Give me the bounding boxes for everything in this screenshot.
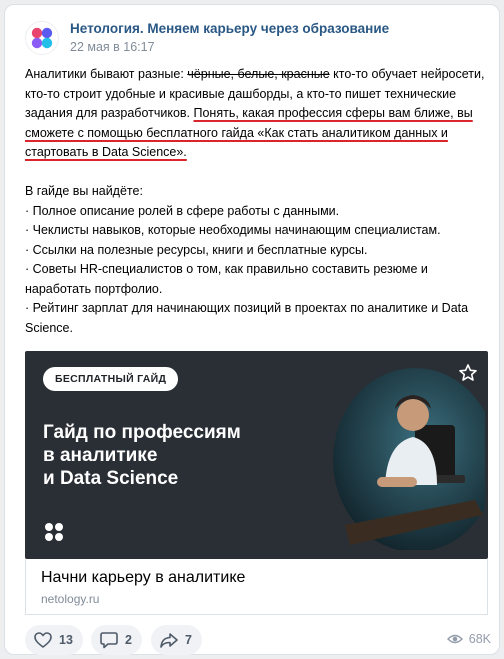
- intro-middle: кто-то обучает нейросети, кто-то строит удобные и красивые дашборды, а кто-то пишет технические задания для разработчиков.: [25, 67, 485, 120]
- promo-image[interactable]: [25, 351, 488, 559]
- promo-title-line: в аналитике: [43, 445, 158, 466]
- link-title[interactable]: Начни карьеру в аналитике: [41, 569, 246, 586]
- bullet-item: · Рейтинг зарплат для начинающих позиций в проектах по аналитике и Data Science.: [25, 301, 469, 335]
- post-actions: [25, 625, 491, 655]
- views-counter: [447, 631, 491, 647]
- post-card: [4, 4, 500, 655]
- share-count: 7: [185, 633, 192, 647]
- like-button[interactable]: [25, 625, 83, 655]
- post-header: [25, 19, 485, 55]
- person-laptop-photo: [325, 365, 485, 550]
- comment-button[interactable]: [91, 625, 142, 655]
- bullet-item: · Полное описание ролей в сфере работы с данными.: [25, 203, 340, 218]
- promo-title-line: и Data Science: [43, 468, 179, 489]
- highlighted-text: Понять, какая профессия сферы вам ближе, вы сможете с помощью бесплатного гайда «Как стать аналитиком данных и стартовать в Data Science».: [25, 106, 473, 159]
- bullet-item: · Советы HR-специалистов о том, как правильно составить резюме и наработать портфолио.: [25, 262, 428, 296]
- share-button[interactable]: [151, 625, 202, 655]
- strikethrough-text: чёрные, белые, красные: [187, 67, 330, 81]
- comment-icon: [99, 630, 119, 650]
- author-name[interactable]: Нетология. Меняем карьеру через образование: [70, 21, 390, 36]
- bullet-item: · Чеклисты навыков, которые необходимы начинающим специалистам.: [25, 223, 441, 237]
- eye-icon: [447, 631, 463, 647]
- avatar[interactable]: [25, 21, 59, 55]
- promo-title-line: Гайд по профессиям: [43, 422, 241, 443]
- share-icon: [159, 630, 179, 650]
- post-date[interactable]: 22 мая в 16:17: [70, 40, 155, 54]
- star-icon[interactable]: [458, 363, 478, 383]
- netology-logo-icon: [43, 521, 65, 543]
- link-preview[interactable]: [25, 559, 488, 615]
- promo-badge: БЕСПЛАТНЫЙ ГАЙД: [43, 367, 178, 391]
- comment-count: 2: [125, 633, 132, 647]
- like-count: 13: [59, 633, 73, 647]
- heart-icon: [33, 630, 53, 650]
- bullet-item: · Ссылки на полезные ресурсы, книги и бесплатные курсы.: [25, 242, 368, 257]
- guide-heading: В гайде вы найдёте:: [25, 184, 143, 198]
- views-count: 68K: [468, 632, 491, 646]
- promo-title: [43, 421, 273, 490]
- netology-logo-icon: [27, 23, 57, 53]
- intro-paragraph: [25, 65, 491, 163]
- intro-start: Аналитики бывают разные:: [25, 67, 188, 81]
- post-text: [25, 65, 491, 377]
- link-domain: netology.ru: [41, 592, 100, 606]
